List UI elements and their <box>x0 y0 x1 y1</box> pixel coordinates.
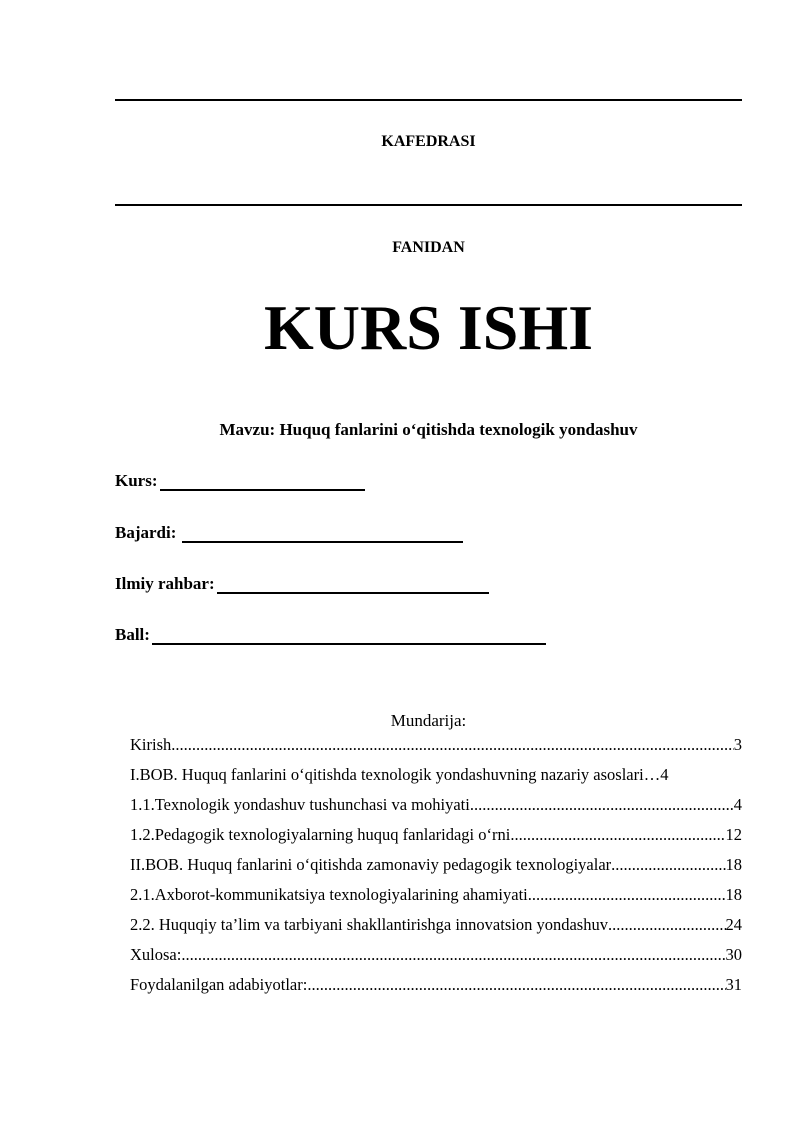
ball-blank-line <box>152 625 546 645</box>
toc-item-page: 4 <box>733 795 742 814</box>
toc-item-page: 31 <box>725 975 742 994</box>
toc-item-label: 1.1.Texnologik yondashuv tushunchasi va mohiyati <box>130 795 470 814</box>
toc-item <box>130 854 742 884</box>
kafedra-label: KAFEDRASI <box>381 133 476 150</box>
toc-item-label: Kirish <box>130 735 172 754</box>
toc-leader-dots <box>171 734 734 756</box>
bajardi-label: Bajardi: <box>115 523 177 542</box>
document-title: KURS ISHI <box>264 292 593 363</box>
toc-item-label: 2.1.Axborot-kommunikatsiya texnologiyalarining ahamiyati <box>130 885 528 904</box>
toc-item <box>130 884 742 914</box>
fan-label: FANIDAN <box>392 239 465 256</box>
table-of-contents <box>130 734 742 1004</box>
toc-item <box>130 734 742 764</box>
toc-item-page: 3 <box>733 735 742 754</box>
toc-leader-dots <box>510 824 725 846</box>
toc-item-page: 18 <box>725 855 742 874</box>
toc-leader-dots <box>307 974 725 996</box>
toc-leader-dots <box>528 884 726 906</box>
toc-item-page: 24 <box>725 915 742 934</box>
toc-heading: Mundarija: <box>390 711 467 730</box>
ilmiy-rahbar-label: Ilmiy rahbar: <box>115 574 215 593</box>
kurs-label: Kurs: <box>115 471 158 490</box>
toc-item-label: 1.2.Pedagogik texnologiyalarning huquq fanlaridagi o‘rni <box>130 825 511 844</box>
toc-leader-dots <box>608 914 726 936</box>
ilmiy-rahbar-blank-line <box>217 574 489 594</box>
ball-field <box>115 623 546 645</box>
topic-line: Mavzu: Huquq fanlarini o‘qitishda texnologik yondashuv <box>219 420 638 439</box>
toc-item-page: 18 <box>725 885 742 904</box>
toc-item-page: 4 <box>660 765 669 784</box>
toc-leader-dots <box>611 854 725 876</box>
toc-item <box>130 764 742 794</box>
bajardi-field <box>115 521 463 543</box>
toc-item-label: II.BOB. Huquq fanlarini o‘qitishda zamonaviy pedagogik texnologiyalar <box>130 855 612 874</box>
kurs-blank-line <box>160 471 365 491</box>
ball-label: Ball: <box>115 625 150 644</box>
second-rule <box>115 204 742 206</box>
toc-item-label: Xulosa: <box>130 945 182 964</box>
ilmiy-rahbar-field <box>115 572 489 594</box>
toc-item <box>130 914 742 944</box>
toc-item <box>130 824 742 854</box>
toc-item-label: I.BOB. Huquq fanlarini o‘qitishda texnologik yondashuvning nazariy asoslari… <box>130 765 661 784</box>
top-rule <box>115 99 742 101</box>
toc-item <box>130 974 742 1004</box>
toc-item-page: 30 <box>725 945 742 964</box>
toc-item <box>130 944 742 974</box>
toc-item-label: 2.2. Huquqiy ta’lim va tarbiyani shakllantirishga innovatsion yondashuv <box>130 915 608 934</box>
bajardi-blank-line <box>182 523 463 543</box>
kurs-field <box>115 469 365 491</box>
toc-item <box>130 794 742 824</box>
toc-leader-dots <box>470 794 734 816</box>
toc-leader-dots <box>181 944 725 966</box>
toc-item-page: 12 <box>725 825 742 844</box>
toc-item-label: Foydalanilgan adabiyotlar: <box>130 975 308 994</box>
